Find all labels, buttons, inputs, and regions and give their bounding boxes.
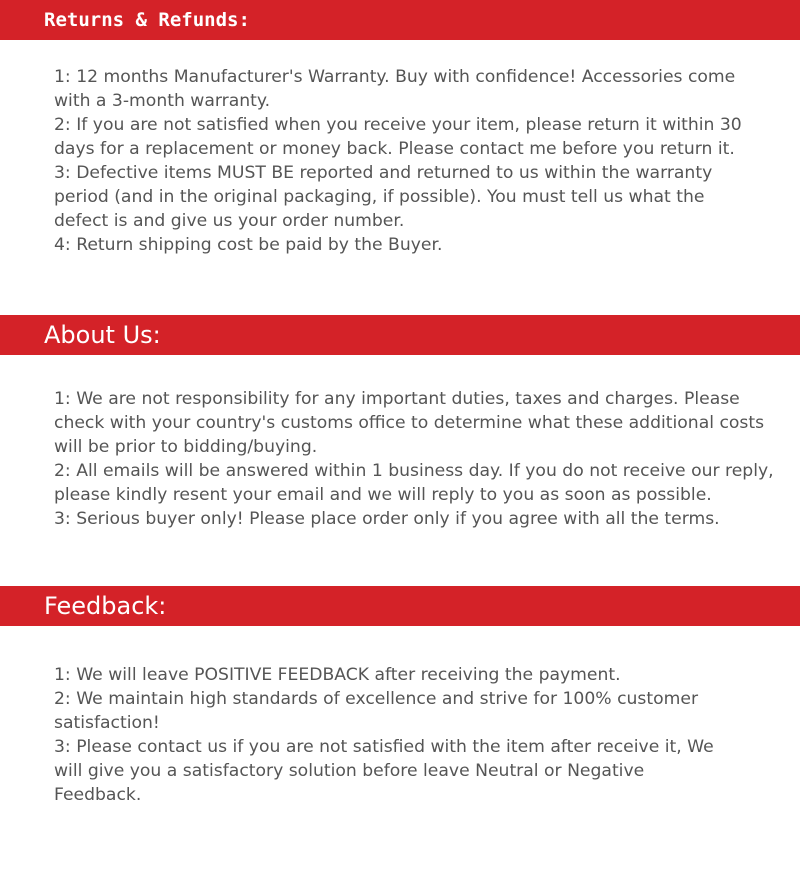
feedback-item-2: 2: We maintain high standards of excellence and strive for 100% customer satisfaction! (54, 689, 699, 733)
about-item-2: 2: All emails will be answered within 1 business day. If you do not receive our reply, please kindly resent your email and we will reply to you as soon as possible. (54, 461, 774, 505)
returns-item-4: 4: Return shipping cost be paid by the Buyer. (54, 235, 443, 255)
feedback-text (54, 663, 730, 807)
returns-refunds-text (54, 65, 754, 257)
returns-item-2: 2: If you are not satisfied when you receive your item, please return it within 30 days for a replacement or money back. Please contact me before you return it. (54, 115, 742, 159)
feedback-item-1: 1: We will leave POSITIVE FEEDBACK after receiving the payment. (54, 665, 621, 685)
about-us-banner (0, 315, 800, 355)
returns-refunds-title: Returns & Refunds: (44, 9, 250, 31)
returns-item-1: 1: 12 months Manufacturer's Warranty. Buy with confidence! Accessories come with a 3-month warranty. (54, 67, 736, 111)
about-item-1: 1: We are not responsibility for any important duties, taxes and charges. Please check with your country's customs office to determine what these additional costs will be prior to bidding/buying. (54, 389, 765, 457)
feedback-banner (0, 586, 800, 626)
feedback-title: Feedback: (44, 592, 167, 620)
returns-item-3: 3: Defective items MUST BE reported and returned to us within the warranty period (and in the original packaging, if possible). You must tell us what the defect is and give us your order number. (54, 163, 713, 231)
feedback-item-3: 3: Please contact us if you are not satisfied with the item after receive it, We will give you a satisfactory solution before leave Neutral or Negative Feedback. (54, 737, 714, 805)
returns-refunds-banner (0, 0, 800, 40)
about-us-text (54, 387, 774, 531)
about-us-title: About Us: (44, 321, 161, 349)
about-item-3: 3: Serious buyer only! Please place order only if you agree with all the terms. (54, 509, 720, 529)
